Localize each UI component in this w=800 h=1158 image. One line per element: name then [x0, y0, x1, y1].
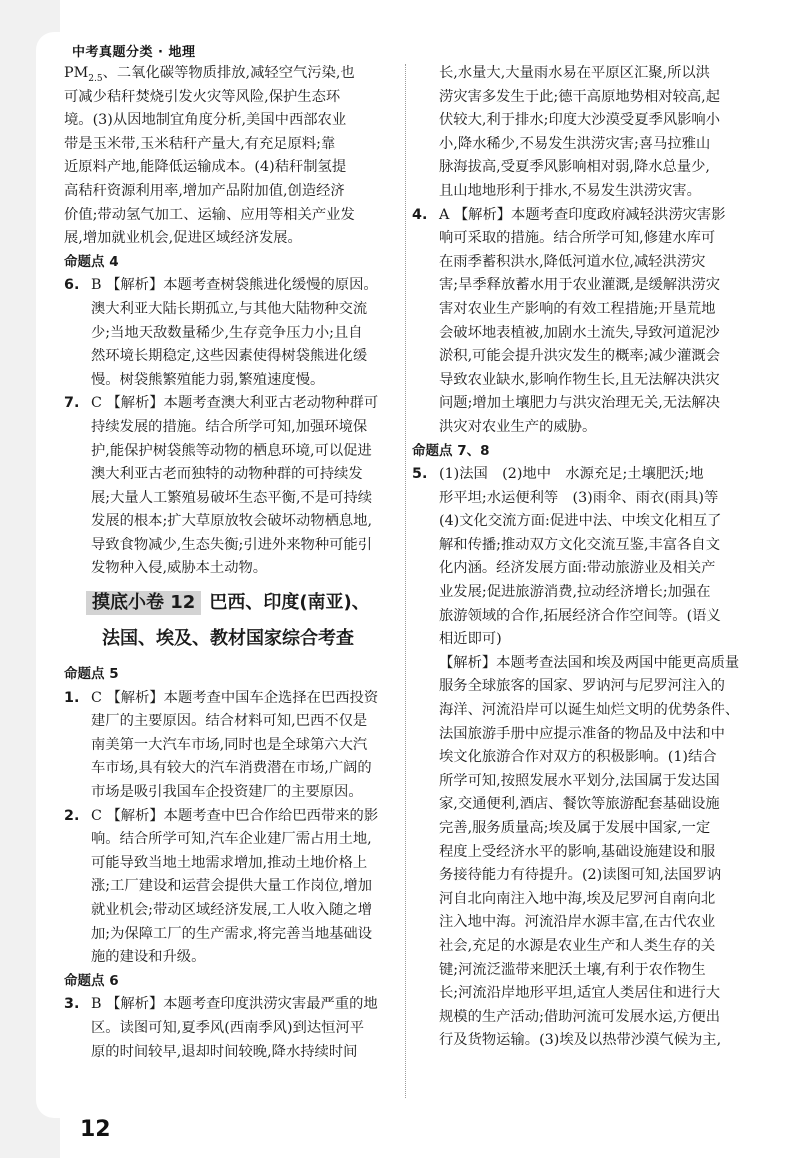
text-line: 建厂的主要原因。结合材料可知,巴西不仅是: [91, 713, 368, 730]
text-line: 脉海拔高,受夏季风影响相对弱,降水总量少,: [439, 159, 710, 176]
section-heading: 命题点 7、8: [412, 442, 490, 459]
answer: C: [91, 807, 102, 824]
text-line: 车市场,具有较大的汽车消费潜在市场,广阔的: [91, 760, 372, 777]
text-line: 形平坦;水运便利等 (3)雨伞、雨衣(雨具)等: [439, 489, 719, 506]
text-line: 【解析】本题考查澳大利亚古老动物种群可: [106, 395, 379, 412]
text-line: 发物种入侵,威胁本土动物。: [91, 560, 268, 577]
text-line: 问题;增加土壤肥力与洪灾治理无关,无法解决: [439, 395, 720, 412]
question-5: [412, 463, 738, 487]
text-line: 淤积,可能会提升洪灾发生的概率;减少灌溉会: [439, 348, 720, 365]
text-line: 化内涵。经济发展方面:带动旅游业及相关产: [439, 560, 716, 577]
text-line: 键;河流泛滥带来肥沃土壤,有利于农作物生: [439, 961, 706, 978]
text-line: 澳大利亚大陆长期孤立,与其他大陆物种交流: [91, 300, 368, 317]
text-line: 【解析】本题考查印度洪涝灾害最严重的地: [106, 996, 378, 1013]
text-line: 会破坏地表植被,加剧水土流失,导致河道泥沙: [439, 324, 720, 341]
text-line: 相近即可): [439, 631, 502, 648]
text-line: 加;为保障工厂的生产需求,将完善当地基础设: [91, 925, 372, 942]
text-line: 涨;工厂建设和运营会提供大量工作岗位,增加: [91, 878, 372, 895]
page-number: 12: [80, 1117, 111, 1142]
text-line: 害对农业生产影响的有效工程措施;开垦荒地: [439, 300, 716, 317]
text-line: 旅游领域的合作,拓展经济合作空间等。(语义: [439, 607, 721, 624]
text-line: 完善,服务质量高;埃及属于发展中国家,一定: [439, 820, 711, 836]
question-number: 1.: [64, 689, 80, 706]
text-line: 家,交通便利,酒店、餐饮等旅游配套基础设施: [439, 796, 720, 813]
text-line: 解和传播;推动双方文化交流互鉴,丰富各自文: [439, 536, 720, 553]
question-4: [412, 204, 738, 228]
text-line: 可能导致当地土地需求增加,推动土地价格上: [91, 854, 368, 871]
section-heading: 命题点 6: [64, 972, 119, 989]
column-divider: [405, 64, 406, 1098]
text-line: 【解析】本题考查法国和埃及两国中能更高质量: [439, 654, 740, 671]
text-line: 伏较大,利于排水;印度大沙漠受夏季风影响小: [439, 112, 720, 129]
text-line: 带是玉米带,玉米秸秆产量大,有充足原料;靠: [64, 135, 336, 152]
text-line: 长;河流沿岸地形平坦,适宜人类居住和进行大: [439, 985, 720, 1002]
text-line: 高秸秆资源利用率,增加产品附加值,创造经济: [64, 182, 345, 199]
question-number: 3.: [64, 996, 80, 1013]
text-line: 【解析】本题考查树袋熊进化缓慢的原因。: [106, 277, 378, 294]
text-line: 在雨季蓄积洪水,降低河道水位,减轻洪涝灾: [439, 253, 706, 270]
answer: A: [439, 206, 450, 223]
text-line: 然环境长期稳定,这些因素使得树袋熊进化缓: [91, 348, 368, 365]
question-number: 5.: [412, 466, 428, 483]
text-line: 程度上受经济水平的影响,基础设施建设和服: [439, 843, 716, 860]
text-line: 区。读图可知,夏季风(西南季风)到达恒河平: [91, 1019, 365, 1036]
text-line: (4)文化交流方面:促进中法、中埃文化相互了: [439, 513, 722, 530]
question-number: 2.: [64, 807, 80, 824]
answer: C: [91, 395, 102, 412]
text-line: 价值;带动氢气加工、运输、应用等相关产业发: [64, 206, 355, 223]
text-line: 行及货物运输。(3)埃及以热带沙漠气候为主,: [439, 1032, 722, 1049]
left-column: [64, 62, 396, 1064]
text-line: 且山地地形利于排水,不易发生洪涝灾害。: [439, 182, 701, 199]
text-line: (1)法国 (2)地中 水源充足;土壤肥沃;地: [439, 466, 704, 483]
text-line: 【解析】本题考查中巴合作给巴西带来的影: [106, 807, 379, 824]
text-line: 【解析】本题考查中国车企选择在巴西投资: [106, 689, 379, 706]
text-line: 南美第一大汽车市场,同时也是全球第六大汽: [91, 736, 368, 753]
text-line: 导致食物减少,生态失衡;引进外来物种可能引: [91, 536, 372, 553]
text-line: 埃文化旅游合作对双方的积极影响。(1)结合: [439, 749, 717, 766]
text-line: 涝灾害多发生于此;德干高原地势相对较高,起: [439, 88, 720, 105]
text-line: 社会,充足的水源是农业生产和人类生存的关: [439, 937, 716, 954]
text-line: 河自北向南注入地中海,埃及尼罗河自南向北: [439, 890, 716, 907]
text-line: 小,降水稀少,不易发生洪涝灾害;喜马拉雅山: [439, 135, 711, 152]
text-line: 洪灾对农业生产的威胁。: [439, 418, 597, 435]
question-1: [64, 687, 396, 711]
question-number: 4.: [412, 206, 428, 223]
answer: B: [91, 996, 102, 1013]
text-line: 近原料产地,能降低运输成本。(4)秸秆制氢提: [64, 159, 347, 176]
text-line: 持续发展的措施。结合所学可知,加强环境保: [91, 418, 368, 435]
text-line: 就业机会;带动区域经济发展,工人收入随之增: [91, 902, 372, 918]
question-7: [64, 392, 396, 416]
unit-title-line2: 法国、埃及、教材国家综合考查: [102, 628, 354, 650]
question-2: [64, 805, 396, 829]
text-line: 境。(3)从因地制宜角度分析,美国中西部农业: [64, 112, 347, 129]
answer: C: [91, 689, 102, 706]
text-line: 注入地中海。河流沿岸水源丰富,在古代农业: [439, 914, 716, 931]
text-line: 海洋、河流沿岸可以诞生灿烂文明的优势条件、: [439, 702, 740, 719]
text-line: 发展的根本;扩大草原放牧会破坏动物栖息地,: [91, 513, 372, 530]
text-line: 所学可知,按照发展水平划分,法国属于发达国: [439, 772, 720, 789]
section-heading: 命题点 5: [64, 666, 119, 683]
question-number: 6.: [64, 277, 80, 294]
text-line: 原的时间较早,退却时间较晚,降水持续时间: [91, 1043, 358, 1060]
right-column: [412, 62, 738, 1053]
section-heading: 命题点 4: [64, 253, 119, 270]
text-line: 可减少秸秆焚烧引发火灾等风险,保护生态环: [64, 88, 341, 105]
text-line: 响。结合所学可知,汽车企业建厂需占用土地,: [91, 831, 372, 848]
text-line: 服务全球旅客的国家、罗讷河与尼罗河注入的: [439, 678, 725, 695]
unit-title-line1: 巴西、印度(南亚)、: [209, 592, 370, 614]
unit-tag: 摸底小卷 12: [86, 591, 201, 615]
text-line: 少;当地天敌数量稀少,生存竞争压力小;且自: [91, 324, 363, 341]
question-6: [64, 274, 396, 298]
text-line: 规模的生产活动;借助河流可发展水运,方便出: [439, 1008, 720, 1025]
text-line: 法国旅游手册中应提示准备的物品及中法和中: [439, 725, 725, 742]
text-line: 施的建设和升级。: [91, 949, 206, 966]
text-line: 【解析】本题考查印度政府减轻洪涝灾害影: [453, 206, 726, 223]
text-line: $PM_{2.5}$、二氧化碳等物质排放,减轻空气污染,也: [64, 65, 355, 84]
question-number: 7.: [64, 395, 80, 412]
text-line: 展,增加就业机会,促进区域经济发展。: [64, 230, 302, 247]
text-line: 慢。树袋熊繁殖能力弱,繁殖速度慢。: [91, 371, 325, 388]
text-line: 害;旱季释放蓄水用于农业灌溉,是缓解洪涝灾: [439, 277, 720, 294]
text-line: 响可采取的措施。结合所学可知,修建水库可: [439, 230, 716, 247]
text-line: 展;大量人工繁殖易破坏生态平衡,不是可持续: [91, 489, 372, 506]
text-line: 务接待能力有待提升。(2)读图可知,法国罗讷: [439, 867, 722, 884]
question-3: [64, 993, 396, 1017]
text-line: 澳大利亚古老而独特的动物种群的可持续发: [91, 466, 363, 483]
unit-title: [64, 587, 396, 663]
text-line: 市场是吸引我国车企投资建厂的主要原因。: [91, 784, 363, 801]
header-title: 中考真题分类 · 地理: [72, 45, 196, 60]
text-line: 业发展;促进旅游消费,拉动经济增长;加强在: [439, 584, 711, 601]
text-line: 长,水量大,大量雨水易在平原区汇聚,所以洪: [439, 65, 710, 81]
text-line: 导致农业缺水,影响作物生长,且无法解决洪灾: [439, 371, 720, 388]
text-line: 护,能保护树袋熊等动物的栖息环境,可以促进: [91, 442, 372, 459]
answer: B: [91, 277, 102, 294]
